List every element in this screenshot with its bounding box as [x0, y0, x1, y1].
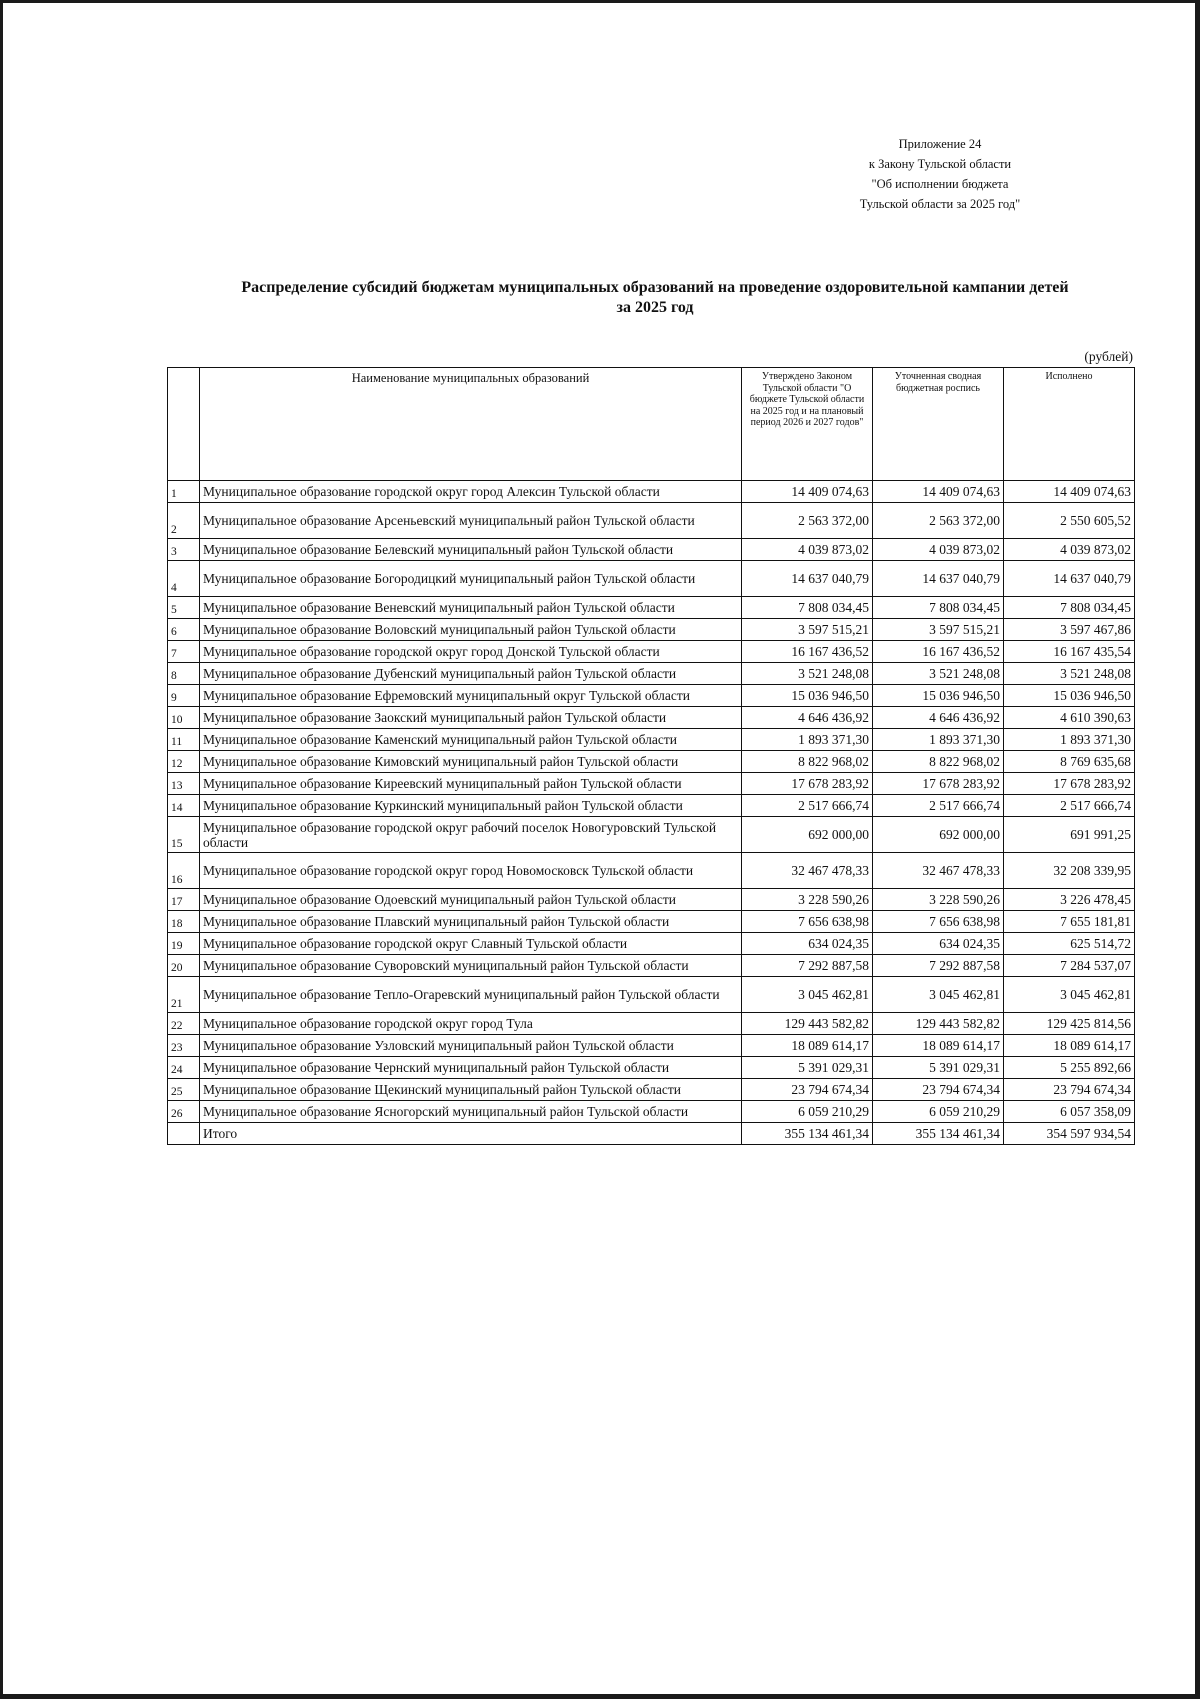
row-approved: 1 893 371,30 — [742, 729, 873, 751]
scan-border-right — [1195, 0, 1200, 1699]
row-executed: 691 991,25 — [1004, 817, 1135, 853]
row-approved: 3 228 590,26 — [742, 889, 873, 911]
row-name: Муниципальное образование Воловский муниципальный район Тульской области — [200, 619, 742, 641]
row-number: 1 — [168, 481, 200, 503]
row-revised: 16 167 436,52 — [873, 641, 1004, 663]
row-number: 14 — [168, 795, 200, 817]
row-executed: 15 036 946,50 — [1004, 685, 1135, 707]
row-approved: 634 024,35 — [742, 933, 873, 955]
row-number: 2 — [168, 503, 200, 539]
row-number: 11 — [168, 729, 200, 751]
row-name: Муниципальное образование Белевский муниципальный район Тульской области — [200, 539, 742, 561]
header-revised: Уточненная сводная бюджетная роспись — [873, 368, 1004, 481]
row-number: 8 — [168, 663, 200, 685]
row-name: Муниципальное образование Киреевский муниципальный район Тульской области — [200, 773, 742, 795]
row-number: 18 — [168, 911, 200, 933]
row-approved: 7 292 887,58 — [742, 955, 873, 977]
row-approved: 16 167 436,52 — [742, 641, 873, 663]
row-approved: 14 637 040,79 — [742, 561, 873, 597]
row-number: 16 — [168, 853, 200, 889]
row-revised: 14 637 040,79 — [873, 561, 1004, 597]
row-name: Муниципальное образование Кимовский муниципальный район Тульской области — [200, 751, 742, 773]
row-revised: 2 517 666,74 — [873, 795, 1004, 817]
row-revised: 3 045 462,81 — [873, 977, 1004, 1013]
total-approved: 355 134 461,34 — [742, 1123, 873, 1145]
row-number: 13 — [168, 773, 200, 795]
row-name: Муниципальное образование Каменский муниципальный район Тульской области — [200, 729, 742, 751]
header-number — [168, 368, 200, 481]
table-header-row — [168, 368, 1135, 481]
row-number: 19 — [168, 933, 200, 955]
total-label: Итого — [200, 1123, 742, 1145]
row-number: 15 — [168, 817, 200, 853]
row-executed: 3 597 467,86 — [1004, 619, 1135, 641]
total-row — [168, 1123, 1135, 1145]
table-row — [168, 707, 1135, 729]
row-number: 20 — [168, 955, 200, 977]
table-row — [168, 853, 1135, 889]
row-name: Муниципальное образование городской округ город Донской Тульской области — [200, 641, 742, 663]
document-title-line-1: Распределение субсидий бюджетам муниципальных образований на проведение оздоровительной кампании детей — [241, 279, 1069, 296]
table-row — [168, 773, 1135, 795]
row-executed: 14 637 040,79 — [1004, 561, 1135, 597]
row-executed: 7 284 537,07 — [1004, 955, 1135, 977]
scan-border-top — [0, 0, 1200, 3]
appendix-line-2: к Закону Тульской области — [868, 157, 1012, 171]
row-executed: 32 208 339,95 — [1004, 853, 1135, 889]
appendix-line-4: Тульской области за 2025 год" — [859, 197, 1021, 211]
row-name: Муниципальное образование городской округ Славный Тульской области — [200, 933, 742, 955]
row-approved: 7 656 638,98 — [742, 911, 873, 933]
row-approved: 32 467 478,33 — [742, 853, 873, 889]
row-executed: 17 678 283,92 — [1004, 773, 1135, 795]
row-name: Муниципальное образование Дубенский муниципальный район Тульской области — [200, 663, 742, 685]
row-revised: 5 391 029,31 — [873, 1057, 1004, 1079]
row-approved: 7 808 034,45 — [742, 597, 873, 619]
row-executed: 1 893 371,30 — [1004, 729, 1135, 751]
table-row — [168, 685, 1135, 707]
table-row — [168, 729, 1135, 751]
table-row — [168, 977, 1135, 1013]
row-revised: 4 646 436,92 — [873, 707, 1004, 729]
header-name: Наименование муниципальных образований — [200, 368, 742, 481]
header-approved: Утверждено Законом Тульской области "О бюджете Тульской области на 2025 год и на плановый период 2026 и 2027 годов" — [742, 368, 873, 481]
row-number: 22 — [168, 1013, 200, 1035]
row-revised: 3 597 515,21 — [873, 619, 1004, 641]
row-executed: 4 610 390,63 — [1004, 707, 1135, 729]
row-name: Муниципальное образование Ясногорский муниципальный район Тульской области — [200, 1101, 742, 1123]
appendix-note — [840, 134, 1040, 214]
table-row — [168, 889, 1135, 911]
table-row — [168, 955, 1135, 977]
table-row — [168, 1079, 1135, 1101]
row-revised: 4 039 873,02 — [873, 539, 1004, 561]
row-approved: 2 517 666,74 — [742, 795, 873, 817]
document-title-line-2: за 2025 год — [616, 299, 694, 316]
table-row — [168, 911, 1135, 933]
row-revised: 15 036 946,50 — [873, 685, 1004, 707]
row-executed: 7 808 034,45 — [1004, 597, 1135, 619]
document-title — [190, 278, 1120, 318]
row-name: Муниципальное образование Тепло-Огаревский муниципальный район Тульской области — [200, 977, 742, 1013]
row-number: 26 — [168, 1101, 200, 1123]
scan-border-left — [0, 0, 3, 1699]
row-revised: 692 000,00 — [873, 817, 1004, 853]
table-row — [168, 1057, 1135, 1079]
table-row — [168, 619, 1135, 641]
row-name: Муниципальное образование Куркинский муниципальный район Тульской области — [200, 795, 742, 817]
row-number: 4 — [168, 561, 200, 597]
row-number: 3 — [168, 539, 200, 561]
row-name: Муниципальное образование Заокский муниципальный район Тульской области — [200, 707, 742, 729]
table-row — [168, 933, 1135, 955]
table-row — [168, 1013, 1135, 1035]
row-number: 12 — [168, 751, 200, 773]
row-executed: 23 794 674,34 — [1004, 1079, 1135, 1101]
row-name: Муниципальное образование Арсеньевский муниципальный район Тульской области — [200, 503, 742, 539]
row-approved: 17 678 283,92 — [742, 773, 873, 795]
appendix-line-3: "Об исполнении бюджета — [871, 177, 1009, 191]
row-name: Муниципальное образование Богородицкий муниципальный район Тульской области — [200, 561, 742, 597]
row-executed: 4 039 873,02 — [1004, 539, 1135, 561]
row-executed: 8 769 635,68 — [1004, 751, 1135, 773]
row-revised: 32 467 478,33 — [873, 853, 1004, 889]
row-approved: 18 089 614,17 — [742, 1035, 873, 1057]
row-number: 5 — [168, 597, 200, 619]
row-approved: 3 597 515,21 — [742, 619, 873, 641]
row-executed: 2 517 666,74 — [1004, 795, 1135, 817]
row-number: 25 — [168, 1079, 200, 1101]
row-revised: 3 228 590,26 — [873, 889, 1004, 911]
row-approved: 3 521 248,08 — [742, 663, 873, 685]
row-approved: 6 059 210,29 — [742, 1101, 873, 1123]
row-approved: 692 000,00 — [742, 817, 873, 853]
row-number: 21 — [168, 977, 200, 1013]
row-approved: 23 794 674,34 — [742, 1079, 873, 1101]
row-revised: 3 521 248,08 — [873, 663, 1004, 685]
row-name: Муниципальное образование Узловский муниципальный район Тульской области — [200, 1035, 742, 1057]
table-row — [168, 795, 1135, 817]
row-approved: 5 391 029,31 — [742, 1057, 873, 1079]
row-revised: 14 409 074,63 — [873, 481, 1004, 503]
row-name: Муниципальное образование городской округ город Алексин Тульской области — [200, 481, 742, 503]
total-executed: 354 597 934,54 — [1004, 1123, 1135, 1145]
scan-border-bottom — [0, 1694, 1200, 1699]
row-approved: 8 822 968,02 — [742, 751, 873, 773]
row-executed: 7 655 181,81 — [1004, 911, 1135, 933]
row-approved: 14 409 074,63 — [742, 481, 873, 503]
row-executed: 3 521 248,08 — [1004, 663, 1135, 685]
row-name: Муниципальное образование Щекинский муниципальный район Тульской области — [200, 1079, 742, 1101]
table-row — [168, 503, 1135, 539]
table-row — [168, 1035, 1135, 1057]
row-approved: 129 443 582,82 — [742, 1013, 873, 1035]
row-executed: 625 514,72 — [1004, 933, 1135, 955]
row-number: 6 — [168, 619, 200, 641]
row-executed: 2 550 605,52 — [1004, 503, 1135, 539]
row-executed: 3 226 478,45 — [1004, 889, 1135, 911]
table-row — [168, 561, 1135, 597]
row-name: Муниципальное образование Ефремовский муниципальный округ Тульской области — [200, 685, 742, 707]
row-name: Муниципальное образование городской округ город Новомосковск Тульской области — [200, 853, 742, 889]
row-executed: 5 255 892,66 — [1004, 1057, 1135, 1079]
row-number: 17 — [168, 889, 200, 911]
table-row — [168, 641, 1135, 663]
row-executed: 14 409 074,63 — [1004, 481, 1135, 503]
table-row — [168, 481, 1135, 503]
row-number: 7 — [168, 641, 200, 663]
row-executed: 18 089 614,17 — [1004, 1035, 1135, 1057]
row-revised: 1 893 371,30 — [873, 729, 1004, 751]
row-number: 23 — [168, 1035, 200, 1057]
row-revised: 7 292 887,58 — [873, 955, 1004, 977]
row-approved: 4 646 436,92 — [742, 707, 873, 729]
header-executed: Исполнено — [1004, 368, 1135, 481]
units-label: (рублей) — [1084, 349, 1133, 364]
total-revised: 355 134 461,34 — [873, 1123, 1004, 1145]
row-executed: 3 045 462,81 — [1004, 977, 1135, 1013]
row-revised: 6 059 210,29 — [873, 1101, 1004, 1123]
row-revised: 18 089 614,17 — [873, 1035, 1004, 1057]
row-revised: 17 678 283,92 — [873, 773, 1004, 795]
row-number: 9 — [168, 685, 200, 707]
table-row — [168, 663, 1135, 685]
row-revised: 634 024,35 — [873, 933, 1004, 955]
appendix-line-1: Приложение 24 — [898, 137, 982, 151]
table-row — [168, 1101, 1135, 1123]
row-revised: 7 656 638,98 — [873, 911, 1004, 933]
row-name: Муниципальное образование городской округ рабочий поселок Новогуровский Тульской области — [200, 817, 742, 853]
row-approved: 15 036 946,50 — [742, 685, 873, 707]
subsidies-table — [167, 367, 1135, 1145]
row-approved: 4 039 873,02 — [742, 539, 873, 561]
row-revised: 23 794 674,34 — [873, 1079, 1004, 1101]
table-row — [168, 817, 1135, 853]
table-row — [168, 597, 1135, 619]
row-number: 24 — [168, 1057, 200, 1079]
row-name: Муниципальное образование Одоевский муниципальный район Тульской области — [200, 889, 742, 911]
table-row — [168, 539, 1135, 561]
row-name: Муниципальное образование Чернский муниципальный район Тульской области — [200, 1057, 742, 1079]
row-name: Муниципальное образование Плавский муниципальный район Тульской области — [200, 911, 742, 933]
row-executed: 6 057 358,09 — [1004, 1101, 1135, 1123]
total-number — [168, 1123, 200, 1145]
row-revised: 8 822 968,02 — [873, 751, 1004, 773]
row-revised: 129 443 582,82 — [873, 1013, 1004, 1035]
row-name: Муниципальное образование Веневский муниципальный район Тульской области — [200, 597, 742, 619]
row-name: Муниципальное образование Суворовский муниципальный район Тульской области — [200, 955, 742, 977]
row-number: 10 — [168, 707, 200, 729]
row-revised: 7 808 034,45 — [873, 597, 1004, 619]
row-approved: 2 563 372,00 — [742, 503, 873, 539]
row-executed: 16 167 435,54 — [1004, 641, 1135, 663]
row-name: Муниципальное образование городской округ город Тула — [200, 1013, 742, 1035]
table-row — [168, 751, 1135, 773]
row-revised: 2 563 372,00 — [873, 503, 1004, 539]
row-executed: 129 425 814,56 — [1004, 1013, 1135, 1035]
row-approved: 3 045 462,81 — [742, 977, 873, 1013]
